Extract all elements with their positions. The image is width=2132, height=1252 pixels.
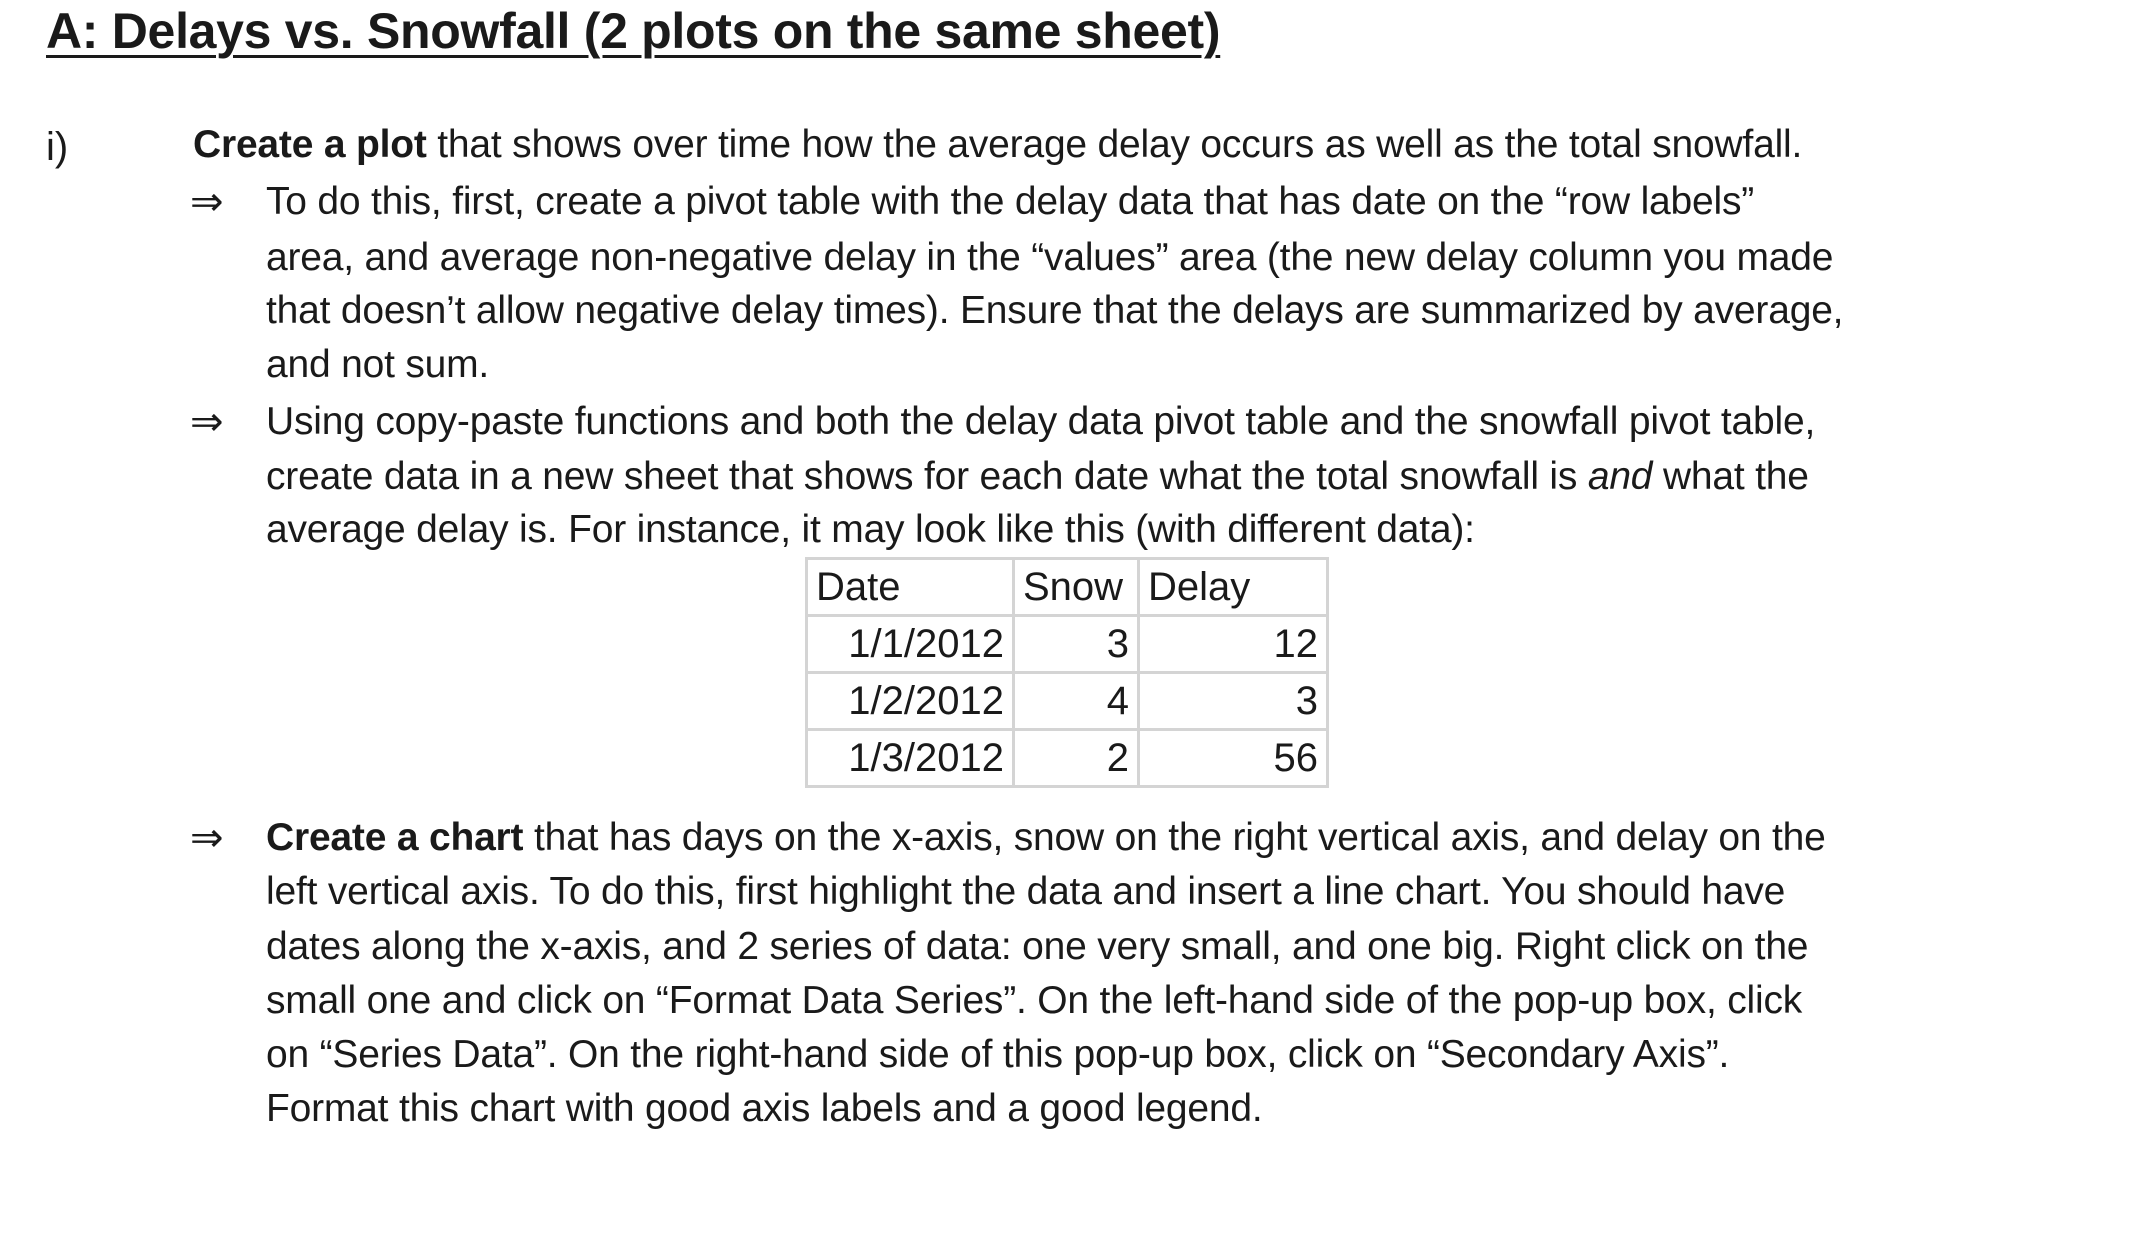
intro-bold-text: Create a plot bbox=[193, 123, 427, 166]
bullet3-line-2: left vertical axis. To do this, first highlight the data and insert a line chart. You should have bbox=[266, 870, 1786, 913]
bullet2-line-2-post: what the bbox=[1652, 455, 1809, 498]
table-cell-snow: 3 bbox=[1014, 616, 1139, 673]
table-cell-date: 1/3/2012 bbox=[807, 730, 1014, 787]
bullet1-line-3: that doesn’t allow negative delay times). Ensure that the delays are summarized by average, bbox=[266, 289, 1844, 332]
bullet1-line-2: area, and average non-negative delay in the “values” area (the new delay column you made bbox=[266, 236, 1834, 279]
table-cell-date: 1/1/2012 bbox=[807, 616, 1014, 673]
bullet3-line-5: on “Series Data”. On the right-hand side of this pop-up box, click on “Secondary Axis”. bbox=[266, 1033, 1730, 1076]
item-marker: i) bbox=[46, 125, 69, 169]
table-cell-delay: 12 bbox=[1139, 616, 1328, 673]
table-row bbox=[807, 616, 1328, 673]
bullet3-line-1-rest: that has days on the x-axis, snow on the right vertical axis, and delay on the bbox=[523, 816, 1826, 859]
bullet3-line-1 bbox=[266, 811, 1826, 865]
bullet2-line-3: average delay is. For instance, it may look like this (with different data): bbox=[266, 508, 1475, 551]
table-row bbox=[807, 730, 1328, 787]
table-cell-snow: 2 bbox=[1014, 730, 1139, 787]
example-data-table bbox=[805, 557, 1329, 788]
table-header-cell: Snow bbox=[1014, 559, 1139, 616]
bullet3-line-4: small one and click on “Format Data Series”. On the left-hand side of the pop-up box, click bbox=[266, 979, 1803, 1022]
bullet1-line-4: and not sum. bbox=[266, 343, 490, 386]
arrow-bullet-icon: ⇒ bbox=[190, 815, 224, 861]
section-heading: A: Delays vs. Snowfall (2 plots on the same sheet) bbox=[46, 3, 1221, 59]
bullet3-line-6: Format this chart with good axis labels and a good legend. bbox=[266, 1087, 1263, 1130]
table-cell-delay: 56 bbox=[1139, 730, 1328, 787]
bullet3-bold-text: Create a chart bbox=[266, 816, 524, 859]
arrow-bullet-icon: ⇒ bbox=[190, 399, 224, 445]
table-cell-delay: 3 bbox=[1139, 673, 1328, 730]
table-cell-date: 1/2/2012 bbox=[807, 673, 1014, 730]
bullet2-line-2 bbox=[266, 450, 1809, 504]
bullet2-line-1: Using copy-paste functions and both the delay data pivot table and the snowfall pivot table, bbox=[266, 400, 1816, 443]
table-cell-snow: 4 bbox=[1014, 673, 1139, 730]
bullet1-line-1: To do this, first, create a pivot table with the delay data that has date on the “row labels” bbox=[266, 180, 1755, 223]
intro-line bbox=[193, 118, 1802, 172]
bullet2-emphasis: and bbox=[1587, 455, 1653, 498]
arrow-bullet-icon: ⇒ bbox=[190, 179, 224, 225]
bullet3-line-3: dates along the x-axis, and 2 series of data: one very small, and one big. Right click on the bbox=[266, 925, 1809, 968]
table-header-cell: Delay bbox=[1139, 559, 1328, 616]
bullet2-line-2-pre: create data in a new sheet that shows for each date what the total snowfall is bbox=[266, 455, 1588, 498]
table-row bbox=[807, 673, 1328, 730]
intro-rest-text: that shows over time how the average delay occurs as well as the total snowfall. bbox=[426, 123, 1803, 166]
table-header-row bbox=[807, 559, 1328, 616]
table-header-cell: Date bbox=[807, 559, 1014, 616]
